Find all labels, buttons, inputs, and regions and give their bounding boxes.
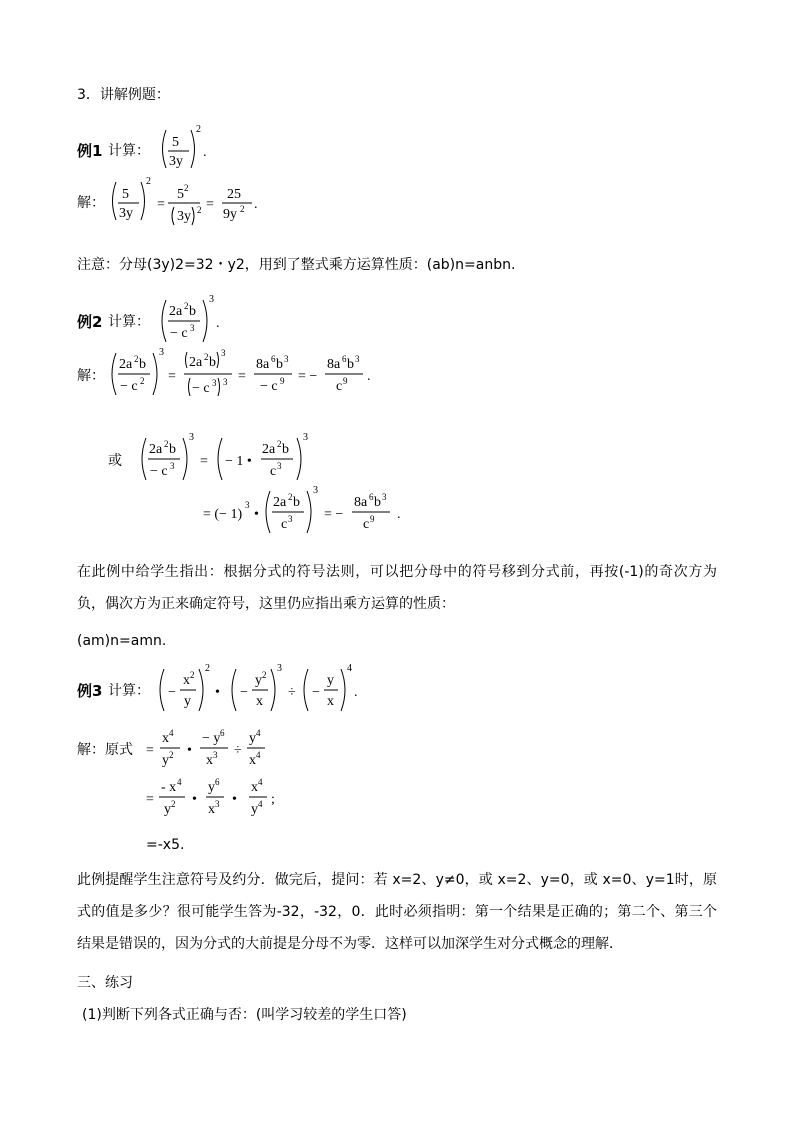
svg-text:=: = — [206, 197, 214, 212]
example3-solution-label: 解：原式 — [77, 742, 133, 758]
svg-text:c: c — [336, 379, 343, 394]
svg-text:2a: 2a — [262, 442, 276, 457]
svg-text:=: = — [146, 792, 154, 807]
svg-text:3: 3 — [189, 432, 194, 443]
svg-text:2: 2 — [204, 352, 209, 362]
svg-text:3y: 3y — [177, 209, 191, 224]
svg-text:b: b — [293, 495, 300, 510]
svg-text:b: b — [209, 355, 216, 370]
svg-text:3: 3 — [170, 461, 175, 471]
svg-text:4: 4 — [177, 777, 182, 787]
svg-text:4: 4 — [258, 777, 263, 787]
svg-text:x: x — [249, 753, 256, 768]
svg-text:9: 9 — [280, 376, 285, 386]
svg-text:.: . — [216, 316, 220, 331]
svg-text:=: = — [157, 197, 165, 212]
svg-text:y: y — [208, 780, 215, 795]
svg-text:b: b — [139, 357, 146, 372]
svg-text:b: b — [282, 442, 289, 457]
example3-label: 例3 — [77, 682, 103, 700]
svg-text:y: y — [162, 753, 169, 768]
svg-text:•: • — [232, 792, 237, 807]
svg-text:3: 3 — [284, 354, 289, 364]
svg-text:•: • — [254, 507, 259, 522]
svg-text:÷: ÷ — [288, 685, 296, 700]
svg-text:x: x — [327, 694, 334, 709]
svg-text:x: x — [162, 731, 169, 746]
svg-text:4: 4 — [347, 663, 352, 674]
svg-text:2a: 2a — [119, 357, 133, 372]
svg-text:x: x — [256, 694, 263, 709]
svg-text:x: x — [183, 673, 190, 688]
svg-text:c: c — [363, 517, 370, 532]
example3-explanation: 此例提醒学生注意符号及约分．做完后，提问：若 x=2、y≠0，或 x=2、y=0，或 x=0、y=1时，原式的值是多少？很可能学生答为-32，-32，0．此时必须指明：第一个结果是正确的；第二个、第三个结果是错误的，因为分式的大前提是分母不为零．这样可以加深学生对分式概念的理解． — [77, 872, 717, 952]
svg-text:2: 2 — [169, 750, 174, 760]
svg-text:=: = — [238, 369, 246, 384]
example3-calc-label: 计算： — [108, 683, 150, 699]
svg-text:− c: − c — [260, 379, 278, 394]
svg-text:3: 3 — [213, 750, 218, 760]
svg-text:= (− 1): = (− 1) — [203, 507, 243, 522]
svg-text:=: = — [200, 454, 208, 469]
svg-text:3: 3 — [245, 500, 250, 510]
svg-text:3y: 3y — [119, 206, 133, 221]
example2-calc-label: 计算： — [108, 314, 150, 330]
power-of-power-rule: (am)n=amn. — [77, 633, 167, 649]
svg-text:3y: 3y — [169, 154, 183, 169]
svg-text:3: 3 — [223, 377, 228, 387]
svg-text:- x: - x — [161, 780, 177, 795]
svg-text:6: 6 — [271, 354, 276, 364]
example3-result: =-x5. — [146, 837, 185, 853]
svg-text:.: . — [203, 145, 207, 160]
svg-text:3: 3 — [355, 354, 360, 364]
svg-text:y: y — [164, 802, 171, 817]
svg-text:2: 2 — [262, 670, 267, 680]
svg-text:4: 4 — [256, 750, 261, 760]
svg-text:2: 2 — [196, 124, 201, 135]
svg-text:6: 6 — [220, 728, 225, 738]
svg-text:8a: 8a — [354, 495, 368, 510]
section-exercises-heading: 三、练习 — [77, 975, 133, 991]
svg-text:y: y — [251, 802, 258, 817]
svg-text:x: x — [251, 780, 258, 795]
svg-text:6: 6 — [342, 354, 347, 364]
svg-text:− c: − c — [192, 381, 210, 396]
svg-text:6: 6 — [369, 492, 374, 502]
svg-text:y: y — [249, 731, 256, 746]
svg-text:3: 3 — [303, 432, 308, 443]
svg-text:2: 2 — [171, 799, 176, 809]
svg-text:4: 4 — [256, 728, 261, 738]
svg-text:÷: ÷ — [234, 743, 242, 758]
svg-text:b: b — [189, 304, 196, 319]
svg-text:2a: 2a — [169, 304, 183, 319]
svg-text:.: . — [397, 507, 401, 522]
svg-text:9: 9 — [370, 514, 375, 524]
svg-text:2: 2 — [134, 354, 139, 364]
example1-calc-label: 计算： — [108, 143, 150, 159]
svg-text:25: 25 — [227, 187, 241, 202]
svg-text:9y: 9y — [223, 207, 237, 222]
svg-text:3: 3 — [209, 294, 214, 305]
svg-text:4: 4 — [258, 799, 263, 809]
svg-text:8a: 8a — [327, 357, 341, 372]
svg-text:−: − — [240, 685, 248, 700]
svg-text:− c: − c — [150, 464, 168, 479]
svg-text:2: 2 — [240, 204, 245, 214]
svg-text:3: 3 — [288, 514, 293, 524]
svg-text:− y: − y — [202, 731, 221, 746]
exercise-1-prompt: (1)判断下列各式正确与否：(叫学习较差的学生口答) — [82, 1007, 407, 1023]
svg-text:−: − — [312, 685, 320, 700]
svg-text:= −: = − — [298, 369, 318, 384]
svg-text:3: 3 — [277, 461, 282, 471]
svg-text:2: 2 — [277, 439, 282, 449]
svg-text:.: . — [254, 197, 258, 212]
svg-text:3: 3 — [190, 323, 195, 333]
svg-text:y: y — [184, 694, 191, 709]
example2-or-label: 或 — [108, 453, 122, 469]
svg-text:= −: = − — [324, 507, 344, 522]
svg-text:2: 2 — [184, 183, 189, 193]
example1-label: 例1 — [77, 142, 103, 160]
svg-text:b: b — [347, 357, 354, 372]
svg-text:2: 2 — [164, 439, 169, 449]
svg-text:c: c — [281, 517, 288, 532]
svg-text:2a: 2a — [273, 495, 287, 510]
example2-solution-label: 解： — [77, 368, 105, 384]
svg-text:8a: 8a — [256, 357, 270, 372]
svg-text:3: 3 — [277, 663, 282, 674]
svg-text:2: 2 — [288, 492, 293, 502]
svg-text:3: 3 — [313, 485, 318, 496]
svg-text:•: • — [215, 685, 220, 700]
example1-solution-label: 解： — [77, 195, 105, 211]
svg-text:2a: 2a — [149, 442, 163, 457]
svg-text:2: 2 — [146, 176, 151, 187]
svg-text:b: b — [374, 495, 381, 510]
svg-text:=: = — [168, 369, 176, 384]
svg-text:− c: − c — [120, 379, 138, 394]
svg-text:4: 4 — [169, 728, 174, 738]
svg-text:b: b — [276, 357, 283, 372]
svg-text:b: b — [169, 442, 176, 457]
svg-text:3: 3 — [159, 347, 164, 358]
svg-text:−: − — [168, 685, 176, 700]
svg-text:.: . — [354, 685, 358, 700]
svg-text:− 1 •: − 1 • — [225, 454, 252, 469]
example2-explanation: 在此例中给学生指出：根据分式的符号法则，可以把分母中的符号移到分式前，再按(-1)的奇次方为负，偶次方为正来确定符号，这里仍应指出乘方运算的性质： — [77, 564, 717, 612]
svg-text:2: 2 — [184, 301, 189, 311]
example2-label: 例2 — [77, 313, 103, 331]
svg-text:3: 3 — [215, 799, 220, 809]
svg-text:2: 2 — [197, 205, 202, 215]
note-power-rule: 注意：分母(3y)2=32・y2，用到了整式乘方运算性质：(ab)n=anbn. — [77, 257, 516, 273]
svg-text:y: y — [327, 673, 334, 688]
svg-text:3: 3 — [212, 378, 217, 388]
svg-text:•: • — [187, 743, 192, 758]
svg-text:.: . — [367, 369, 371, 384]
svg-text:3: 3 — [382, 492, 387, 502]
svg-text:5: 5 — [177, 187, 184, 202]
svg-text:2a: 2a — [189, 355, 203, 370]
svg-text:9: 9 — [343, 376, 348, 386]
section-step-heading: 3．讲解例题： — [77, 87, 170, 103]
svg-text:y: y — [255, 673, 262, 688]
svg-text:3: 3 — [221, 348, 226, 358]
svg-text:− c: − c — [170, 326, 188, 341]
svg-text:c: c — [270, 464, 277, 479]
svg-text:x: x — [208, 802, 215, 817]
svg-text:2: 2 — [140, 376, 145, 386]
svg-text:2: 2 — [190, 670, 195, 680]
svg-text:x: x — [206, 753, 213, 768]
svg-text:2: 2 — [205, 663, 210, 674]
svg-text:5: 5 — [172, 135, 179, 150]
svg-text:=: = — [146, 743, 154, 758]
svg-text:•: • — [192, 792, 197, 807]
svg-text:5: 5 — [122, 187, 129, 202]
svg-text:;: ; — [271, 792, 275, 807]
svg-text:6: 6 — [215, 777, 220, 787]
